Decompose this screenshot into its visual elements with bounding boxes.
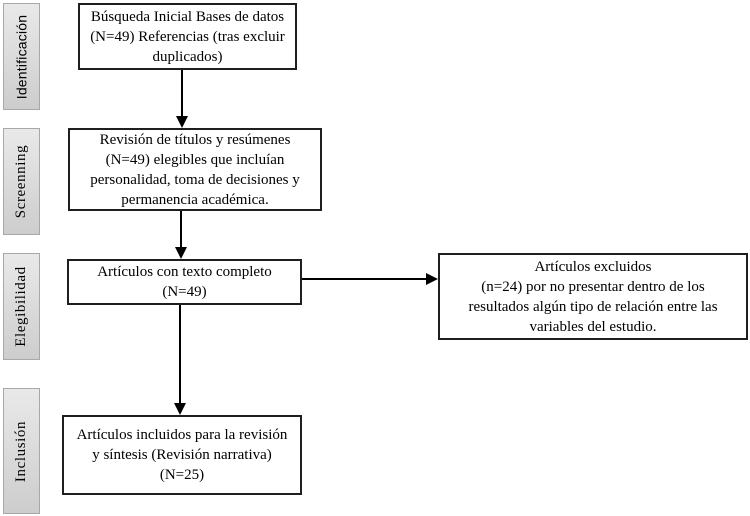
box-included-articles-line: Artículos incluidos para la revisión — [76, 427, 288, 443]
arrow-fulltext-to-included-head-icon — [174, 403, 186, 415]
box-title-abstract-review-line: (N=49) elegibles que incluían — [105, 151, 285, 168]
stage-eligibility — [3, 253, 40, 360]
arrow-search-to-screening — [181, 70, 183, 116]
box-initial-search-line: (N=49) Referencias (tras excluir — [90, 28, 285, 45]
box-included-articles-line: y síntesis (Revisión narrativa) — [92, 447, 272, 463]
box-fulltext-articles-line: (N=49) — [162, 284, 207, 300]
box-title-abstract-review-line: permanencia académica. — [121, 191, 269, 208]
box-included-articles — [62, 415, 302, 495]
stage-identification — [3, 3, 40, 110]
arrow-search-to-screening-head-icon — [176, 116, 188, 128]
box-excluded-articles-line: (n=24) por no presentar dentro de los — [481, 278, 705, 295]
arrow-fulltext-to-included — [179, 305, 181, 403]
box-initial-search — [78, 3, 297, 70]
arrow-screening-to-fulltext-head-icon — [175, 247, 187, 259]
box-initial-search-line: Búsqueda Inicial Bases de datos — [90, 8, 285, 25]
stage-screening-label: Screenning — [13, 144, 30, 219]
box-excluded-articles-line: resultados algún tipo de relación entre las — [468, 298, 718, 315]
box-title-abstract-review — [68, 128, 322, 211]
arrow-fulltext-to-excluded — [302, 278, 426, 280]
stage-eligibility-label: Elegibilidad — [13, 266, 30, 347]
box-fulltext-articles — [67, 259, 302, 305]
box-initial-search-line: duplicados) — [152, 48, 223, 65]
stage-identification-label: Identificación — [13, 14, 30, 99]
box-title-abstract-review-line: personalidad, toma de decisiones y — [90, 171, 300, 188]
arrow-fulltext-to-excluded-head-icon — [426, 273, 438, 285]
stage-inclusion — [3, 388, 40, 514]
stage-inclusion-label: Inclusión — [13, 420, 30, 482]
box-fulltext-articles-line: Artículos con texto completo — [97, 264, 272, 280]
box-included-articles-line: (N=25) — [159, 467, 205, 483]
box-excluded-articles-line: variables del estudio. — [529, 318, 657, 335]
box-excluded-articles-line: Artículos excluidos — [534, 258, 652, 275]
stage-screening — [3, 128, 40, 235]
box-title-abstract-review-line: Revisión de títulos y resúmenes — [99, 131, 291, 148]
arrow-screening-to-fulltext — [180, 211, 182, 247]
box-excluded-articles — [438, 253, 748, 340]
